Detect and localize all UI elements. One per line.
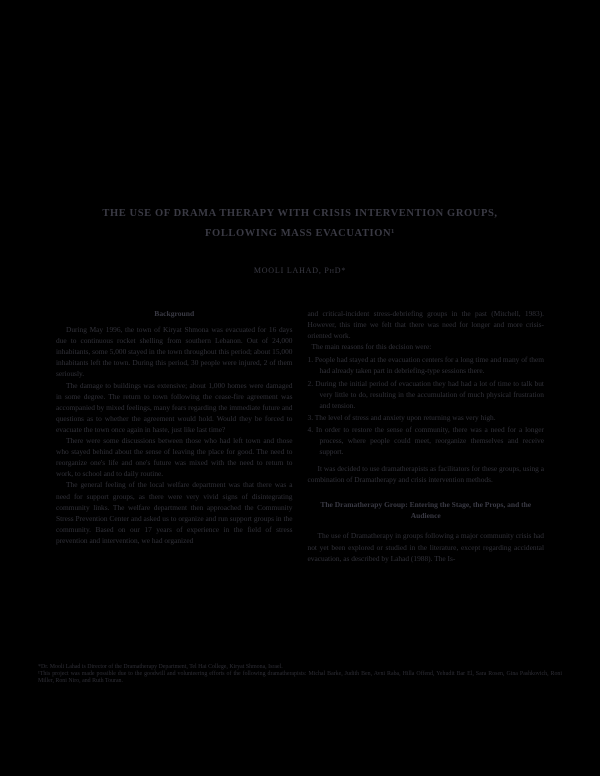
list-item-text: In order to restore the sense of community, there was a need for a longer process, where people could meet, reorganize themselves and receive support.	[315, 424, 544, 457]
paragraph-continuation: and critical-incident stress-debriefing groups in the past (Mitchell, 1983). However, this time we felt that there was need for longer and more crisis-oriented work.	[307, 309, 544, 341]
paragraph: The damage to buildings was extensive; about 1,000 homes were damaged in some degree. The return to town following the cease-fire agreement was accompanied by mixed feelings, many fears regarding the immediate future and questions as to whether the agreement would hold. Would they be forced to evacuate the town once again in haste, just like last time?	[56, 380, 293, 434]
paragraph: The general feeling of the local welfare department was that there was a need for support groups, as there were very vivid signs of disintegrating community links. The welfare department then approached the Community Stress Prevention Center and asked us to organize and run support groups in the community. Based on our 17 years of experience in the field of stress prevention and intervention, we had organized	[56, 480, 293, 545]
list-item-number: 3.	[307, 412, 314, 422]
list-item-number: 4.	[307, 424, 314, 434]
list-item	[308, 412, 545, 423]
body-columns	[56, 308, 544, 564]
paper-title-line-1: THE USE OF DRAMA THERAPY WITH CRISIS INTERVENTION GROUPS,	[102, 208, 498, 219]
paragraph: During May 1996, the town of Kiryat Shmona was evacuated for 16 days due to continuous rocket shelling from southern Lebanon. Out of 24,000 inhabitants, some 5,000 stayed in the town throughout this period; about 15,000 inhabitants left the town. During this period, 30 people were injured, 2 of them seriously.	[56, 325, 293, 379]
right-column	[308, 308, 545, 564]
list-item-text: People had stayed at the evacuation centers for a long time and many of them had already taken part in debriefing-type sessions there.	[314, 355, 544, 376]
list-item-number: 1.	[307, 355, 314, 365]
list-item-text: The level of stress and anxiety upon returning was very high.	[314, 412, 496, 422]
left-column	[56, 308, 293, 564]
paragraph-decision: It was decided to use dramatherapists as facilitators for these groups, using a combination of Dramatherapy and crisis intervention methods.	[307, 464, 544, 485]
paper-page	[38, 8, 562, 766]
list-item	[308, 378, 545, 411]
list-intro: The main reasons for this decision were:	[311, 342, 432, 352]
list-item-text: During the initial period of evacuation they had had a lot of time to talk but very little to do, resulting in the accumulation of much physical frustration and tension.	[315, 378, 544, 410]
footnotes	[38, 664, 562, 686]
paragraph: There were some discussions between those who had left town and those who stayed behind about the sense of leaving the place for good. The need to reorganize one's life and one's future was mixed with the need to return to work, to school and to daily routine.	[56, 436, 293, 479]
footnote-acknowledgement: ¹This project was made possible due to the goodwill and volunteering efforts of the following dramatherapists: Michal Barke, Judith Ben, Avni Raba, Hilla Offend, Yehudit Bar El, Sara Rosen, Gina Pashkovich, Roni Miller, Roni Niro, and Ruth Touran.	[38, 671, 562, 685]
paragraph-section: The use of Dramatherapy in groups following a major community crisis had not yet been explored or studied in the literature, except regarding accidental evacuation, as described by Lahad (1988). The Is-	[307, 531, 544, 563]
footnote-author-affiliation: *Dr. Mooli Lahad is Director of the Dramatherapy Department, Tel Hai College, Kiryat Shmona, Israel.	[38, 664, 283, 670]
paper-title-line-2: FOLLOWING MASS EVACUATION¹	[205, 228, 395, 239]
list-item-number: 2.	[307, 378, 314, 388]
section-heading: The Dramatherapy Group: Entering the Stage, the Props, and the Audience	[320, 500, 532, 521]
paper-author: MOOLI LAHAD, PhD*	[253, 266, 347, 275]
reasons-list	[308, 354, 545, 457]
paper-title	[38, 204, 562, 244]
list-item	[308, 354, 545, 376]
list-item	[308, 424, 545, 457]
background-heading: Background	[154, 309, 195, 318]
